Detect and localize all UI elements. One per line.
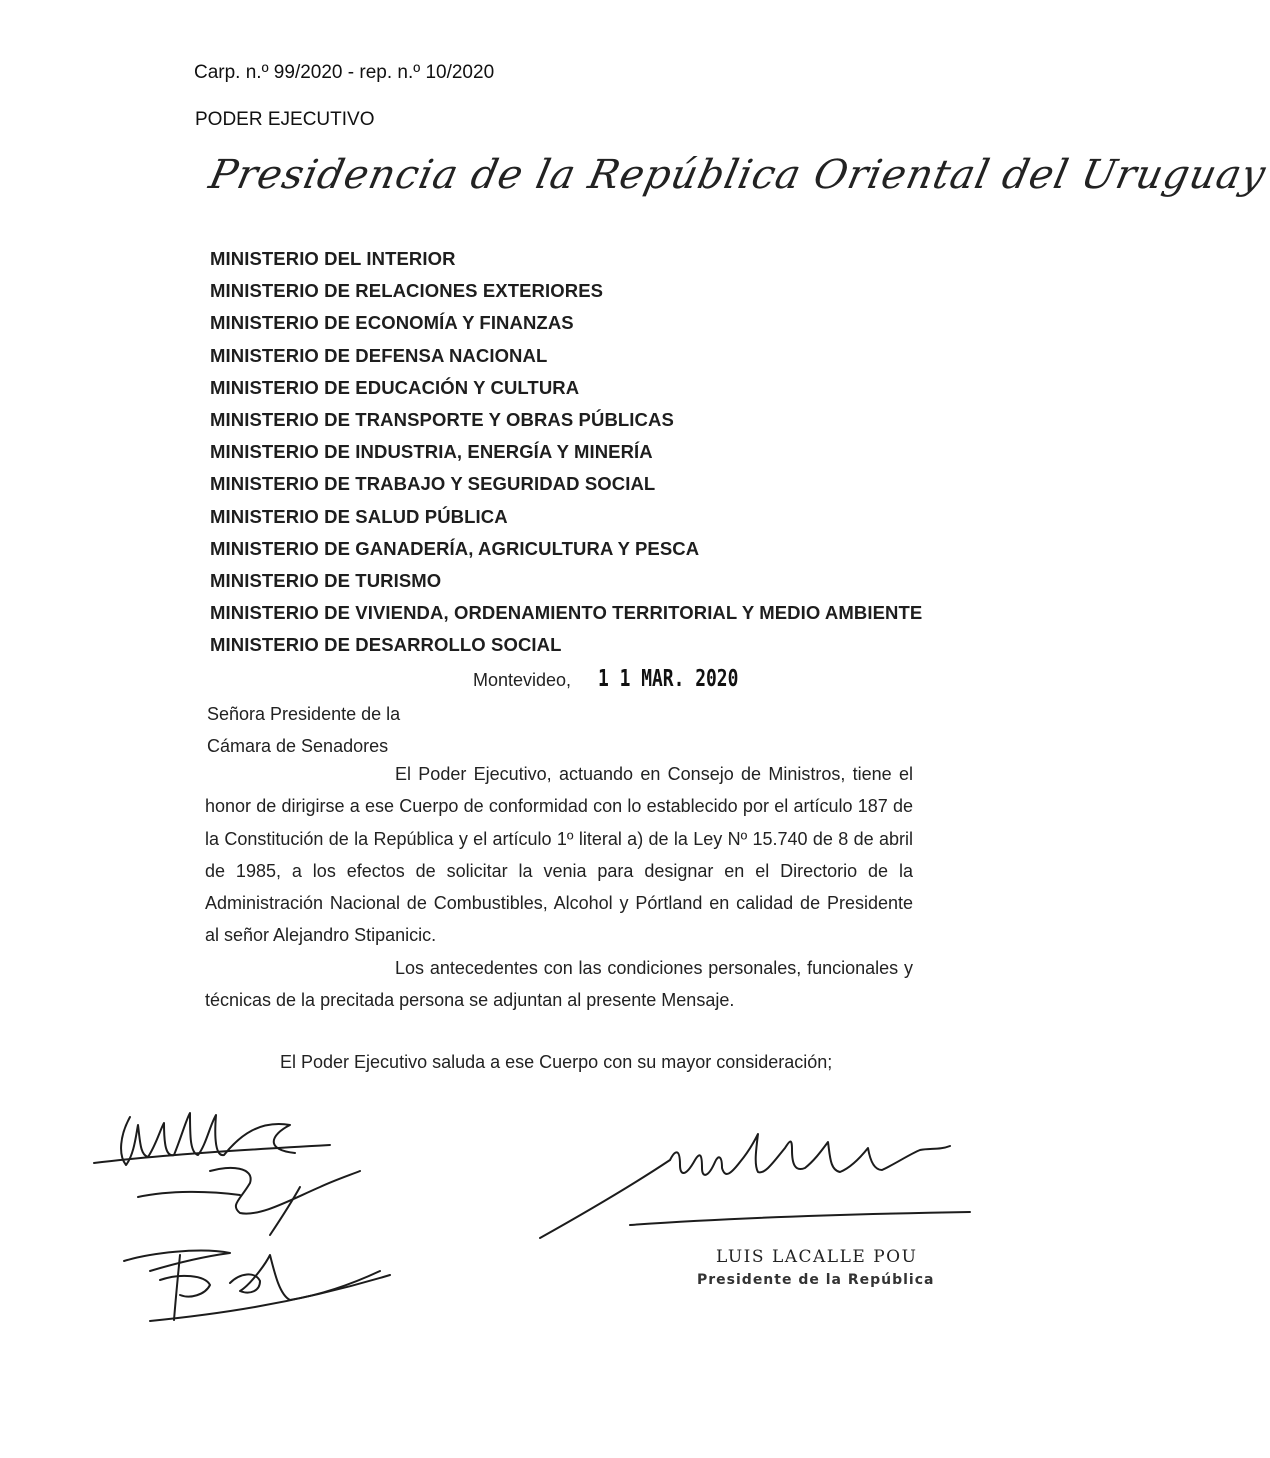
ministry-item: MINISTERIO DE RELACIONES EXTERIORES xyxy=(210,280,604,302)
ministry-item: MINISTERIO DEL INTERIOR xyxy=(210,248,456,269)
branch-label: PODER EJECUTIVO xyxy=(195,109,375,130)
date-stamp: 1 1 MAR. 2020 xyxy=(597,666,738,692)
ministry-item: MINISTERIO DE TURISMO xyxy=(210,569,442,591)
addressee-block xyxy=(207,698,400,762)
president-signature xyxy=(530,1120,980,1250)
closing-line: El Poder Ejecutivo saluda a ese Cuerpo con su mayor consideración; xyxy=(280,1052,833,1072)
ministers-signatures xyxy=(90,1095,400,1335)
ministry-item: MINISTERIO DE DEFENSA NACIONAL xyxy=(210,344,548,366)
ministry-item: MINISTERIO DE TRANSPORTE Y OBRAS PÚBLICAS xyxy=(210,408,674,430)
ministry-item: MINISTERIO DE VIVIENDA, ORDENAMIENTO TERRITORIAL Y MEDIO AMBIENTE xyxy=(210,602,923,624)
letterhead-title: Presidencia de la República Oriental del Uruguay xyxy=(205,152,1270,198)
ministry-item: MINISTERIO DE TRABAJO Y SEGURIDAD SOCIAL xyxy=(210,473,656,495)
ministry-item: MINISTERIO DE DESARROLLO SOCIAL xyxy=(210,634,562,656)
ministries-list xyxy=(210,246,922,664)
addressee-line: Cámara de Senadores xyxy=(207,736,389,756)
body-paragraph: Los antecedentes con las condiciones personales, funcionales y técnicas de la precitada persona se adjuntan al presente Mensaje. xyxy=(205,957,913,1011)
addressee-line: Señora Presidente de la xyxy=(207,704,401,724)
letter-body xyxy=(205,758,913,1016)
ministry-item: MINISTERIO DE ECONOMÍA Y FINANZAS xyxy=(210,312,574,334)
ministry-item: MINISTERIO DE INDUSTRIA, ENERGÍA Y MINERÍA xyxy=(210,441,653,463)
dateline xyxy=(473,666,778,692)
dateline-city: Montevideo, xyxy=(473,670,572,690)
ministry-item: MINISTERIO DE GANADERÍA, AGRICULTURA Y PESCA xyxy=(210,537,700,559)
file-reference: Carp. n.º 99/2020 - rep. n.º 10/2020 xyxy=(194,62,495,83)
body-paragraph: El Poder Ejecutivo, actuando en Consejo de Ministros, tiene el honor de dirigirse a ese Cuerpo de conformidad con lo establecido por el artículo 187 de la Constitución de la República y el artículo 1º literal a) de la Ley Nº 15.740 de 8 de abril de 1985, a los efectos de solicitar la venia para designar en el Directorio de la Administración Nacional de Combustibles, Alcohol y Pórtland en calidad de Presidente al señor Alejandro Stipanicic. xyxy=(205,764,913,946)
ministry-item: MINISTERIO DE SALUD PÚBLICA xyxy=(210,505,508,527)
ministry-item: MINISTERIO DE EDUCACIÓN Y CULTURA xyxy=(210,376,580,398)
signatory-role: Presidente de la República xyxy=(697,1272,935,1288)
signatory-name: LUIS LACALLE POU xyxy=(716,1247,918,1267)
